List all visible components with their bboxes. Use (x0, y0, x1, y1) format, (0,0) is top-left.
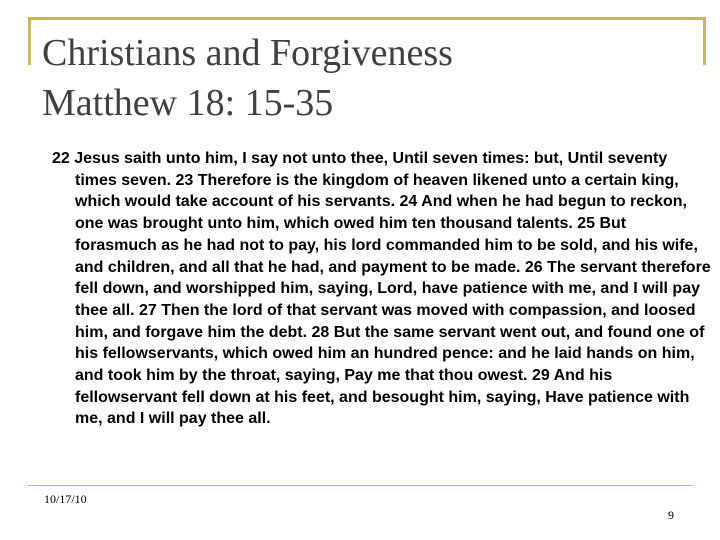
slide-title-line-1: Christians and Forgiveness (42, 32, 453, 74)
footer-divider (28, 485, 692, 486)
page-number: 9 (668, 508, 674, 522)
slide-title-line-2: Matthew 18: 15-35 (42, 82, 334, 125)
title-frame-right-border (703, 17, 706, 65)
title-frame-left-border (28, 17, 31, 65)
slide-body-text: 22 Jesus saith unto him, I say not unto thee, Until seven times: but, Until seventy times seven. 23 Therefore is the kingdom of heaven likened unto a certain king, which would take account of his servants. 24 And when he had begun to reckon, one was brought unto him, which owed him ten thousand talents. 25 But forasmuch as he had not to pay, his lord commanded him to be sold, and his wife, and children, and all that he had, and payment to be made. 26 The servant therefore fell down, and worshipped him, saying, Lord, have patience with me, and I will pay thee all. 27 Then the lord of that servant was moved with compassion, and loosed him, and forgave him the debt. 28 But the same servant went out, and found one of his fellowservants, which owed him an hundred pence: and he laid hands on him, and took him by the throat, saying, Pay me that thou owest. 29 And his fellowservant fell down at his feet, and besought him, saying, Have patience with me, and I will pay thee all. (52, 150, 711, 428)
slide-title (42, 28, 453, 128)
title-frame-top-border (28, 17, 706, 20)
footer-date: 10/17/10 (44, 492, 87, 506)
